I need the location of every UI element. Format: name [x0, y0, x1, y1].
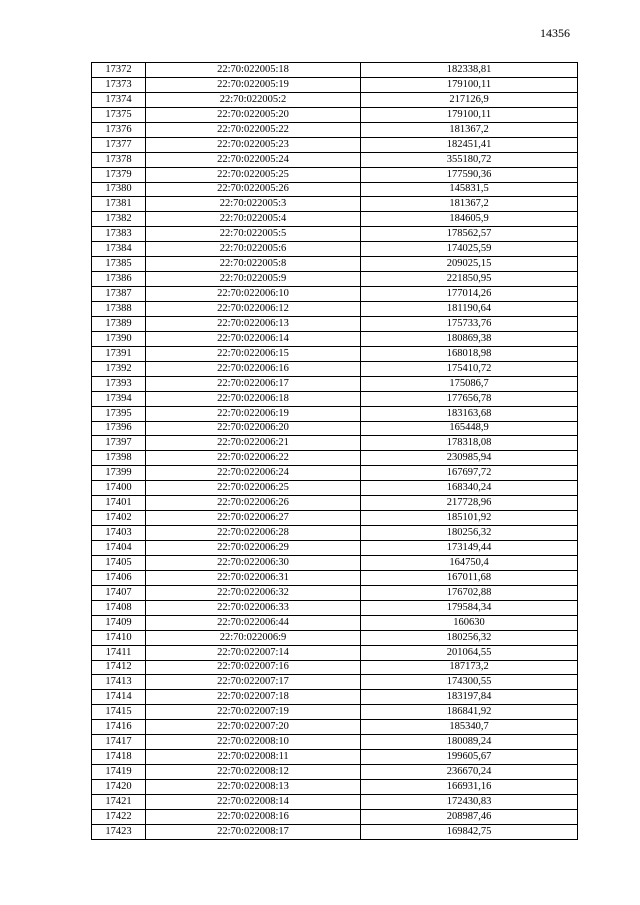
cadastral-number-cell: 22:70:022005:24 [146, 152, 361, 167]
value-cell: 181367,2 [361, 122, 578, 137]
table-row [92, 541, 578, 556]
value-cell: 169842,75 [361, 824, 578, 839]
table-row [92, 481, 578, 496]
value-cell: 185340,7 [361, 720, 578, 735]
table-row [92, 302, 578, 317]
table-row [92, 765, 578, 780]
value-cell: 208987,46 [361, 809, 578, 824]
value-cell: 178318,08 [361, 436, 578, 451]
table-row [92, 451, 578, 466]
cadastral-number-cell: 22:70:022006:30 [146, 555, 361, 570]
row-number-cell: 17385 [92, 257, 146, 272]
value-cell: 179584,34 [361, 600, 578, 615]
row-number-cell: 17414 [92, 690, 146, 705]
table-row [92, 615, 578, 630]
row-number-cell: 17395 [92, 406, 146, 421]
cadastral-number-cell: 22:70:022006:26 [146, 496, 361, 511]
row-number-cell: 17404 [92, 541, 146, 556]
cadastral-number-cell: 22:70:022006:15 [146, 346, 361, 361]
value-cell: 176702,88 [361, 585, 578, 600]
row-number-cell: 17410 [92, 630, 146, 645]
row-number-cell: 17412 [92, 660, 146, 675]
value-cell: 180256,32 [361, 630, 578, 645]
table-row [92, 794, 578, 809]
value-cell: 177656,78 [361, 391, 578, 406]
row-number-cell: 17386 [92, 272, 146, 287]
row-number-cell: 17384 [92, 242, 146, 257]
value-cell: 177014,26 [361, 287, 578, 302]
table-row [92, 705, 578, 720]
cadastral-number-cell: 22:70:022005:22 [146, 122, 361, 137]
row-number-cell: 17409 [92, 615, 146, 630]
value-cell: 181367,2 [361, 197, 578, 212]
value-cell: 183197,84 [361, 690, 578, 705]
cadastral-number-cell: 22:70:022006:28 [146, 526, 361, 541]
table-row [92, 287, 578, 302]
table-row [92, 585, 578, 600]
value-cell: 177590,36 [361, 167, 578, 182]
cadastral-number-cell: 22:70:022005:20 [146, 107, 361, 122]
cadastral-number-cell: 22:70:022006:13 [146, 316, 361, 331]
table-row [92, 227, 578, 242]
row-number-cell: 17401 [92, 496, 146, 511]
row-number-cell: 17422 [92, 809, 146, 824]
row-number-cell: 17381 [92, 197, 146, 212]
row-number-cell: 17392 [92, 361, 146, 376]
row-number-cell: 17374 [92, 92, 146, 107]
table-row [92, 570, 578, 585]
row-number-cell: 17387 [92, 287, 146, 302]
value-cell: 180089,24 [361, 735, 578, 750]
value-cell: 145831,5 [361, 182, 578, 197]
table-row [92, 182, 578, 197]
value-cell: 165448,9 [361, 421, 578, 436]
cadastral-number-cell: 22:70:022006:25 [146, 481, 361, 496]
row-number-cell: 17377 [92, 137, 146, 152]
cadastral-number-cell: 22:70:022006:24 [146, 466, 361, 481]
table-row [92, 600, 578, 615]
table-row [92, 421, 578, 436]
cadastral-number-cell: 22:70:022006:22 [146, 451, 361, 466]
value-cell: 172430,83 [361, 794, 578, 809]
cadastral-number-cell: 22:70:022006:14 [146, 331, 361, 346]
value-cell: 168340,24 [361, 481, 578, 496]
row-number-cell: 17397 [92, 436, 146, 451]
table-row [92, 645, 578, 660]
row-number-cell: 17396 [92, 421, 146, 436]
table-row [92, 107, 578, 122]
cadastral-number-cell: 22:70:022008:10 [146, 735, 361, 750]
cadastral-number-cell: 22:70:022007:18 [146, 690, 361, 705]
table-row [92, 526, 578, 541]
row-number-cell: 17378 [92, 152, 146, 167]
row-number-cell: 17413 [92, 675, 146, 690]
table-row [92, 63, 578, 78]
cadastral-number-cell: 22:70:022006:16 [146, 361, 361, 376]
row-number-cell: 17421 [92, 794, 146, 809]
cadastral-number-cell: 22:70:022005:4 [146, 212, 361, 227]
row-number-cell: 17415 [92, 705, 146, 720]
cadastral-number-cell: 22:70:022006:21 [146, 436, 361, 451]
cadastral-number-cell: 22:70:022008:16 [146, 809, 361, 824]
row-number-cell: 17407 [92, 585, 146, 600]
row-number-cell: 17418 [92, 750, 146, 765]
table-row [92, 511, 578, 526]
cadastral-number-cell: 22:70:022005:8 [146, 257, 361, 272]
value-cell: 164750,4 [361, 555, 578, 570]
cadastral-number-cell: 22:70:022006:18 [146, 391, 361, 406]
value-cell: 182451,41 [361, 137, 578, 152]
row-number-cell: 17388 [92, 302, 146, 317]
row-number-cell: 17389 [92, 316, 146, 331]
row-number-cell: 17382 [92, 212, 146, 227]
table-row [92, 331, 578, 346]
table-row [92, 555, 578, 570]
table-row [92, 496, 578, 511]
value-cell: 186841,92 [361, 705, 578, 720]
value-cell: 174025,59 [361, 242, 578, 257]
table-body [92, 63, 578, 840]
row-number-cell: 17419 [92, 765, 146, 780]
cadastral-number-cell: 22:70:022006:27 [146, 511, 361, 526]
row-number-cell: 17391 [92, 346, 146, 361]
value-cell: 355180,72 [361, 152, 578, 167]
table-row [92, 242, 578, 257]
row-number-cell: 17403 [92, 526, 146, 541]
table-row [92, 212, 578, 227]
row-number-cell: 17394 [92, 391, 146, 406]
cadastral-number-cell: 22:70:022006:12 [146, 302, 361, 317]
row-number-cell: 17393 [92, 376, 146, 391]
value-cell: 217126,9 [361, 92, 578, 107]
cadastral-number-cell: 22:70:022006:9 [146, 630, 361, 645]
value-cell: 160630 [361, 615, 578, 630]
cadastral-number-cell: 22:70:022005:23 [146, 137, 361, 152]
row-number-cell: 17416 [92, 720, 146, 735]
table-row [92, 272, 578, 287]
value-cell: 167011,68 [361, 570, 578, 585]
value-cell: 209025,15 [361, 257, 578, 272]
table-row [92, 720, 578, 735]
cadastral-number-cell: 22:70:022007:14 [146, 645, 361, 660]
value-cell: 180869,38 [361, 331, 578, 346]
row-number-cell: 17383 [92, 227, 146, 242]
cadastral-number-cell: 22:70:022008:11 [146, 750, 361, 765]
value-cell: 187173,2 [361, 660, 578, 675]
cadastral-number-cell: 22:70:022007:17 [146, 675, 361, 690]
value-cell: 179100,11 [361, 107, 578, 122]
cadastral-number-cell: 22:70:022006:19 [146, 406, 361, 421]
row-number-cell: 17400 [92, 481, 146, 496]
table-row [92, 406, 578, 421]
row-number-cell: 17411 [92, 645, 146, 660]
value-cell: 178562,57 [361, 227, 578, 242]
cadastral-number-cell: 22:70:022005:18 [146, 63, 361, 78]
table-row [92, 690, 578, 705]
table-row [92, 809, 578, 824]
table-row [92, 257, 578, 272]
table-row [92, 152, 578, 167]
cadastral-number-cell: 22:70:022006:29 [146, 541, 361, 556]
value-cell: 175086,7 [361, 376, 578, 391]
row-number-cell: 17420 [92, 780, 146, 795]
table-row [92, 77, 578, 92]
value-cell: 183163,68 [361, 406, 578, 421]
value-cell: 168018,98 [361, 346, 578, 361]
row-number-cell: 17376 [92, 122, 146, 137]
cadastral-number-cell: 22:70:022005:25 [146, 167, 361, 182]
row-number-cell: 17398 [92, 451, 146, 466]
row-number-cell: 17417 [92, 735, 146, 750]
value-cell: 201064,55 [361, 645, 578, 660]
row-number-cell: 17380 [92, 182, 146, 197]
row-number-cell: 17399 [92, 466, 146, 481]
cadastral-number-cell: 22:70:022006:10 [146, 287, 361, 302]
table-row [92, 137, 578, 152]
row-number-cell: 17390 [92, 331, 146, 346]
cadastral-number-cell: 22:70:022006:32 [146, 585, 361, 600]
page-number: 14356 [540, 26, 570, 40]
cadastral-number-cell: 22:70:022008:14 [146, 794, 361, 809]
cadastral-number-cell: 22:70:022005:26 [146, 182, 361, 197]
value-cell: 174300,55 [361, 675, 578, 690]
table-row [92, 466, 578, 481]
value-cell: 182338,81 [361, 63, 578, 78]
value-cell: 181190,64 [361, 302, 578, 317]
row-number-cell: 17379 [92, 167, 146, 182]
cadastral-number-cell: 22:70:022006:31 [146, 570, 361, 585]
value-cell: 185101,92 [361, 511, 578, 526]
table-row [92, 630, 578, 645]
cadastral-number-cell: 22:70:022006:44 [146, 615, 361, 630]
value-cell: 179100,11 [361, 77, 578, 92]
table-row [92, 92, 578, 107]
row-number-cell: 17405 [92, 555, 146, 570]
table-row [92, 122, 578, 137]
cadastral-number-cell: 22:70:022006:33 [146, 600, 361, 615]
cadastral-number-cell: 22:70:022007:16 [146, 660, 361, 675]
table-row [92, 660, 578, 675]
value-cell: 175733,76 [361, 316, 578, 331]
value-cell: 184605,9 [361, 212, 578, 227]
table-row [92, 167, 578, 182]
cadastral-number-cell: 22:70:022006:20 [146, 421, 361, 436]
cadastral-number-cell: 22:70:022007:20 [146, 720, 361, 735]
table-row [92, 346, 578, 361]
value-cell: 221850,95 [361, 272, 578, 287]
cadastral-number-cell: 22:70:022007:19 [146, 705, 361, 720]
value-cell: 167697,72 [361, 466, 578, 481]
value-cell: 166931,16 [361, 780, 578, 795]
cadastral-table [91, 62, 578, 840]
cadastral-number-cell: 22:70:022005:9 [146, 272, 361, 287]
table-row [92, 750, 578, 765]
row-number-cell: 17375 [92, 107, 146, 122]
table-row [92, 197, 578, 212]
table-row [92, 735, 578, 750]
table-row [92, 316, 578, 331]
row-number-cell: 17372 [92, 63, 146, 78]
cadastral-number-cell: 22:70:022008:13 [146, 780, 361, 795]
table-row [92, 391, 578, 406]
value-cell: 217728,96 [361, 496, 578, 511]
table-row [92, 361, 578, 376]
row-number-cell: 17406 [92, 570, 146, 585]
table-row [92, 780, 578, 795]
cadastral-number-cell: 22:70:022005:2 [146, 92, 361, 107]
cadastral-number-cell: 22:70:022006:17 [146, 376, 361, 391]
table-row [92, 824, 578, 839]
value-cell: 230985,94 [361, 451, 578, 466]
value-cell: 199605,67 [361, 750, 578, 765]
cadastral-number-cell: 22:70:022005:19 [146, 77, 361, 92]
cadastral-number-cell: 22:70:022005:6 [146, 242, 361, 257]
row-number-cell: 17423 [92, 824, 146, 839]
value-cell: 173149,44 [361, 541, 578, 556]
value-cell: 180256,32 [361, 526, 578, 541]
value-cell: 236670,24 [361, 765, 578, 780]
row-number-cell: 17402 [92, 511, 146, 526]
value-cell: 175410,72 [361, 361, 578, 376]
table-row [92, 376, 578, 391]
cadastral-number-cell: 22:70:022005:5 [146, 227, 361, 242]
table-row [92, 675, 578, 690]
table-row [92, 436, 578, 451]
cadastral-number-cell: 22:70:022008:12 [146, 765, 361, 780]
cadastral-number-cell: 22:70:022008:17 [146, 824, 361, 839]
row-number-cell: 17408 [92, 600, 146, 615]
cadastral-number-cell: 22:70:022005:3 [146, 197, 361, 212]
row-number-cell: 17373 [92, 77, 146, 92]
